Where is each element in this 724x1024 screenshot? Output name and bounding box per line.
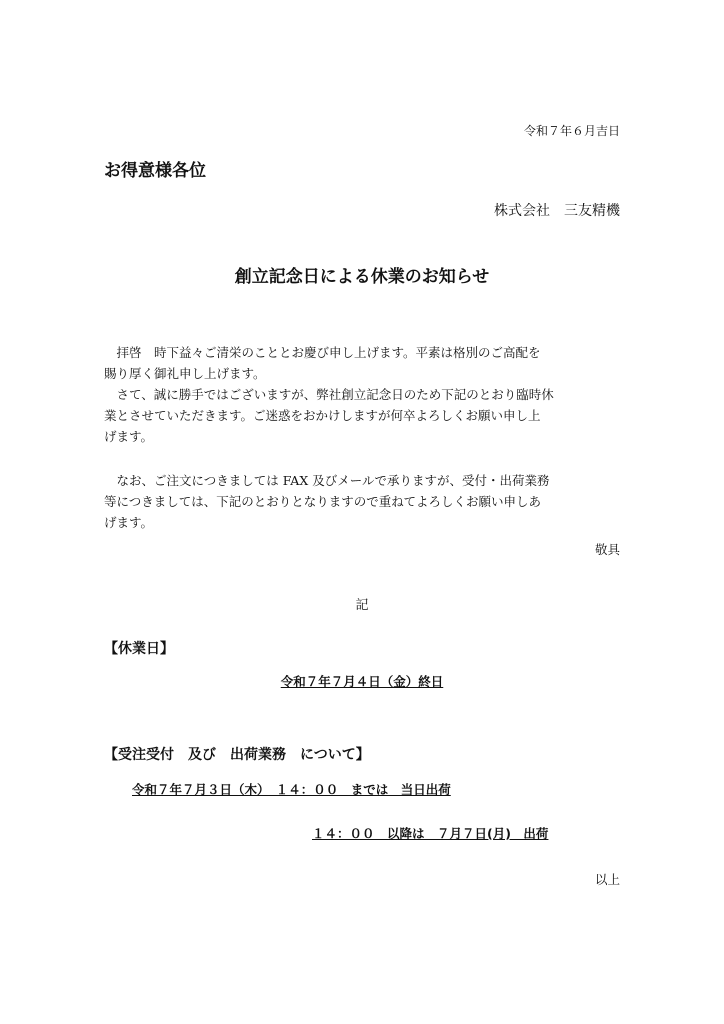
order-info-line: 等につきましては、下記のとおりとなりますので重ねてよろしくお願い申しあ xyxy=(104,494,541,509)
greeting-line: 業とさせていただきます。ご迷惑をおかけしますが何卒よろしくお願い申し上 xyxy=(104,408,541,423)
order-info-line: げます。 xyxy=(104,515,154,530)
greeting-line: げます。 xyxy=(104,429,154,444)
order-cutoff-line: 令和７年７月３日（木） １４：００ までは 当日出荷 xyxy=(132,782,451,797)
document-date: 令和７年６月吉日 xyxy=(523,124,620,138)
ki-marker: 記 xyxy=(355,598,369,613)
notice-title: 創立記念日による休業のお知らせ xyxy=(234,267,490,287)
greeting-line: さて、誠に勝手ではございますが、弊社創立記念日のため下記のとおり臨時休 xyxy=(104,387,554,402)
greeting-line: 拝啓 時下益々ご清栄のこととお慶び申し上げます。平素は格別のご高配を xyxy=(104,345,541,360)
greeting-line: 賜り厚く御礼申し上げます。 xyxy=(104,366,266,381)
order-info-paragraph xyxy=(104,470,624,533)
recipient-heading: お得意様各位 xyxy=(104,161,206,181)
order-info-line: なお、ご注文につきましては FAX 及びメールで承りますが、受付・出荷業務 xyxy=(104,473,550,488)
sender-company: 株式会社 三友精機 xyxy=(494,203,620,219)
holiday-heading: 【休業日】 xyxy=(104,641,174,657)
holiday-date: 令和７年７月４日（金）終日 xyxy=(280,674,444,689)
order-after-cutoff-line: １４：００ 以降は ７月７日(月) 出荷 xyxy=(312,826,549,841)
greeting-paragraph xyxy=(104,342,624,447)
end-ijou: 以上 xyxy=(594,872,620,887)
closing-keigu: 敬具 xyxy=(594,542,620,557)
orders-heading: 【受注受付 及び 出荷業務 について】 xyxy=(104,747,370,763)
